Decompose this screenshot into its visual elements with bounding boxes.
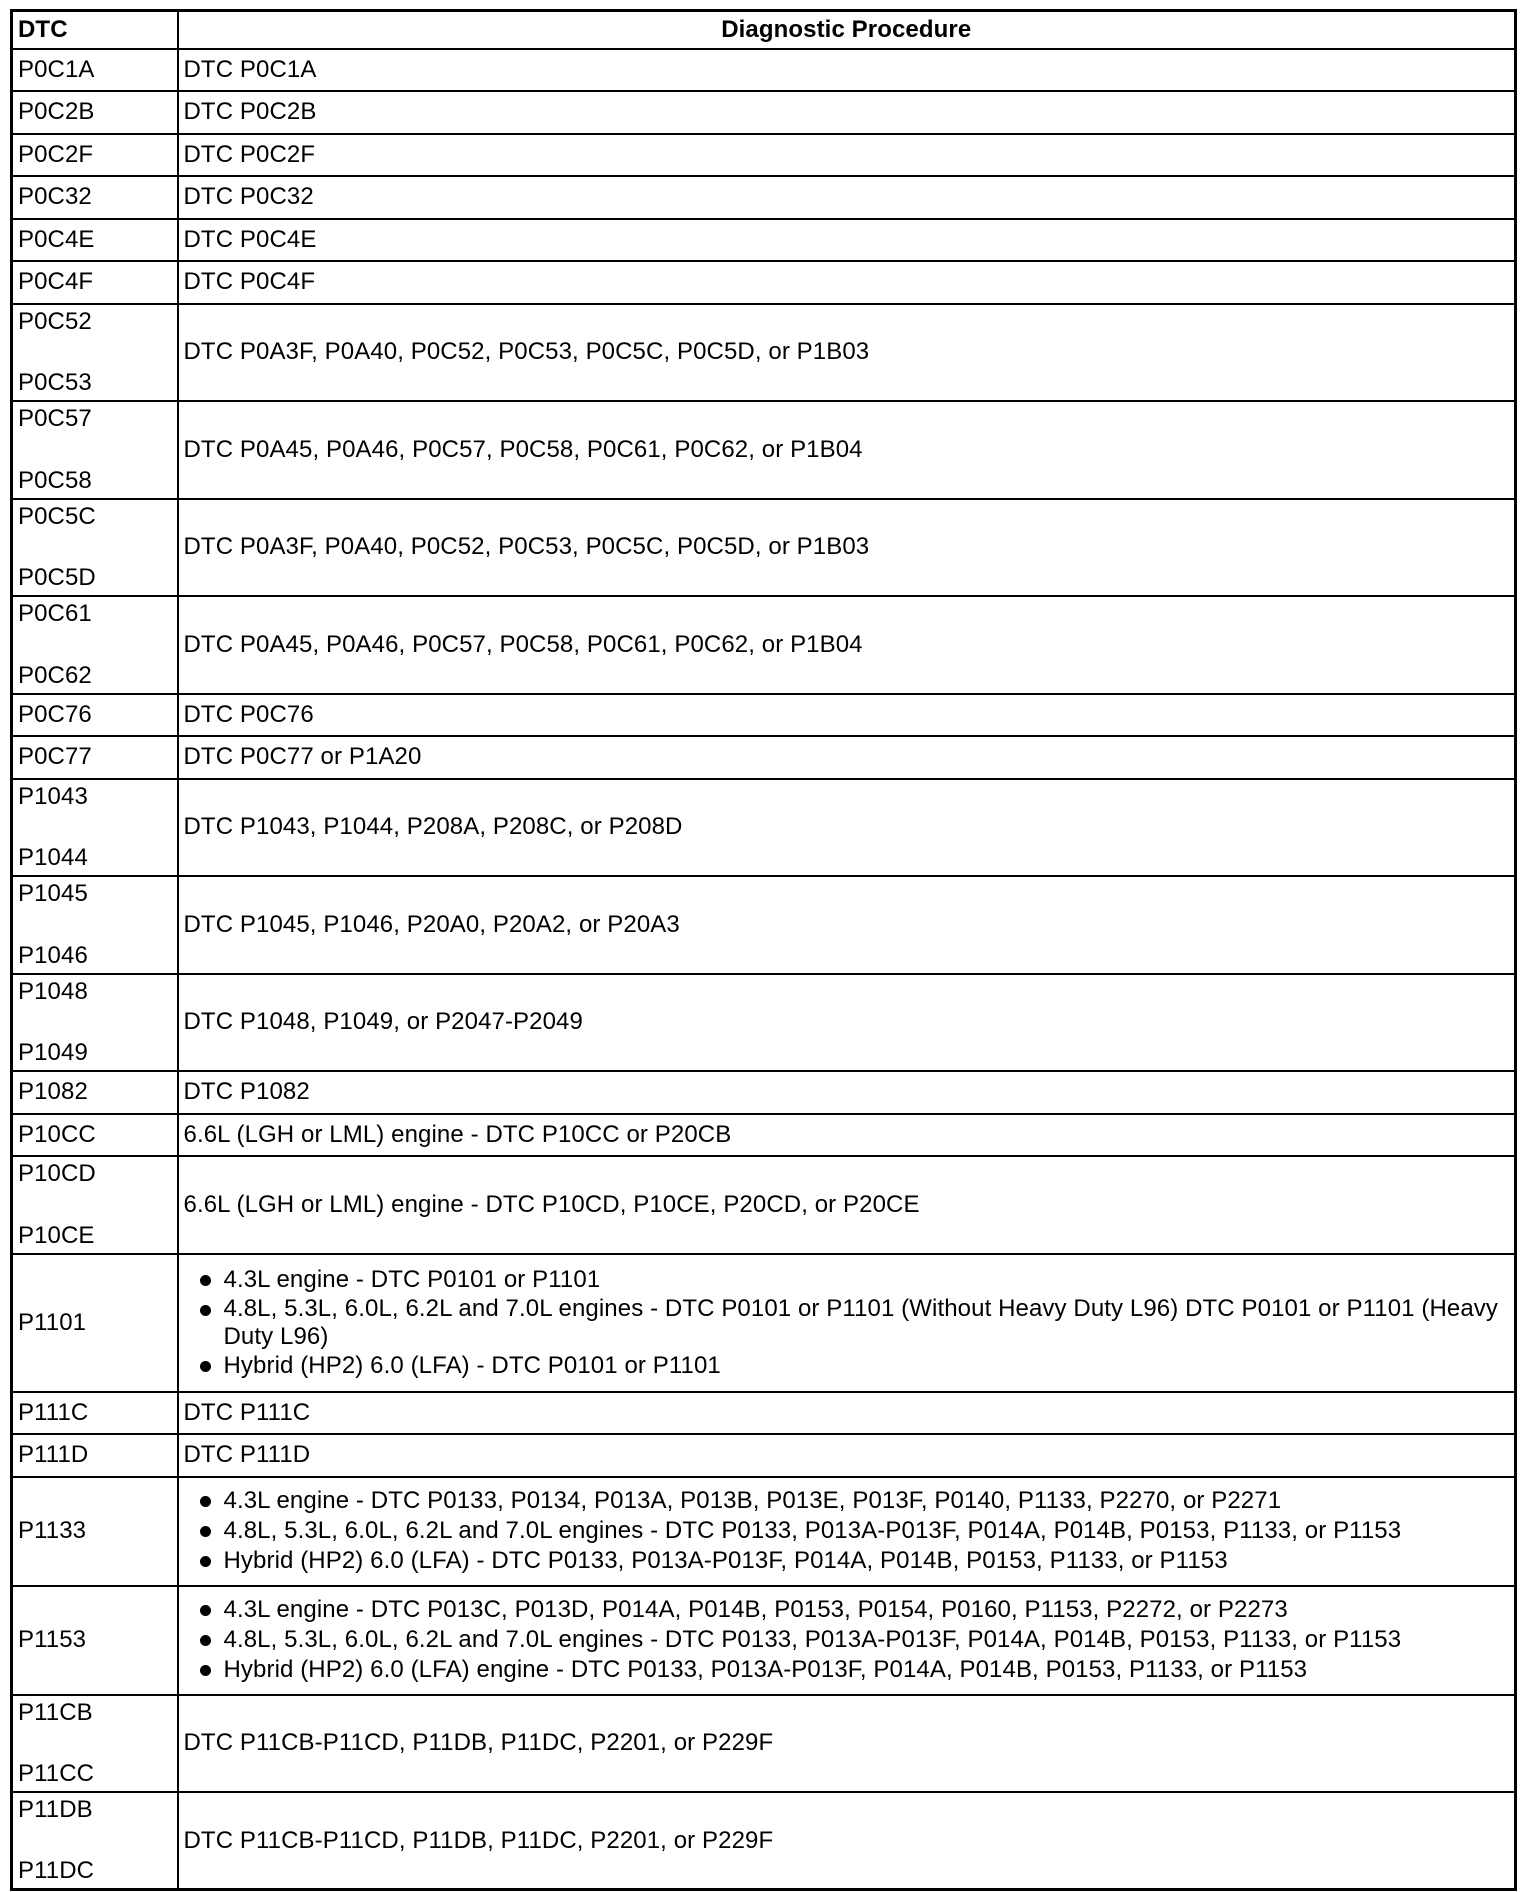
table-row: [12, 401, 1516, 499]
table-row: [12, 49, 1516, 92]
diagnostic-procedure-cell: [178, 1114, 1516, 1157]
dtc-code-cell: [12, 91, 178, 134]
procedure-bullet-item: [184, 1625, 1510, 1655]
table-row: [12, 1156, 1516, 1254]
bullet-icon: [200, 1605, 211, 1616]
dtc-code: P111D: [18, 1441, 89, 1469]
dtc-code-list: [18, 781, 172, 875]
diagnostic-procedure-cell: [178, 261, 1516, 304]
procedure-bullet-text: 4.3L engine - DTC P0101 or P1101: [223, 1265, 601, 1293]
table-row: [12, 499, 1516, 597]
dtc-code-cell: [12, 1695, 178, 1793]
table-row: [12, 134, 1516, 177]
dtc-code-cell: [12, 1477, 178, 1586]
table-row: [12, 91, 1516, 134]
dtc-code: P0C1A: [18, 55, 95, 83]
dtc-code: P0C5C: [18, 502, 96, 530]
procedure-text: DTC P0A3F, P0A40, P0C52, P0C53, P0C5C, P0C5D, or P1B03: [183, 338, 870, 366]
procedure-bullet-list: [184, 1591, 1510, 1689]
procedure-text: DTC P1043, P1044, P208A, P208C, or P208D: [183, 813, 683, 841]
bullet-icon: [200, 1665, 211, 1676]
dtc-code-cell: [12, 1434, 178, 1477]
procedure-text: DTC P0C76: [183, 700, 314, 728]
procedure-bullet-text: 4.3L engine - DTC P013C, P013D, P014A, P014B, P0153, P0154, P0160, P1153, P2272, or P2273: [223, 1596, 1288, 1623]
dtc-code: P111C: [18, 1398, 89, 1426]
procedure-text: 6.6L (LGH or LML) engine - DTC P10CD, P10CE, P20CD, or P20CE: [183, 1190, 920, 1218]
procedure-bullet-item: [184, 1486, 1510, 1516]
dtc-code-cell: [12, 736, 178, 779]
diagnostic-procedure-cell: [178, 134, 1516, 177]
dtc-code: P0C61: [18, 600, 92, 627]
procedure-text: 6.6L (LGH or LML) engine - DTC P10CC or P20CB: [183, 1120, 732, 1148]
bullet-icon: [200, 1275, 211, 1286]
dtc-code: P1046: [18, 941, 88, 969]
dtc-code-cell: [12, 261, 178, 304]
dtc-code-list: [18, 1697, 172, 1791]
dtc-code-cell: [12, 1114, 178, 1157]
diagnostic-procedure-cell: [178, 736, 1516, 779]
table-header-row: [12, 11, 1516, 49]
dtc-code: P0C4E: [18, 225, 95, 253]
dtc-code-list: [18, 1794, 172, 1888]
dtc-code: P1082: [18, 1078, 88, 1106]
dtc-code-cell: [12, 1071, 178, 1114]
diagnostic-procedure-cell: [178, 219, 1516, 262]
dtc-code-list: [18, 501, 172, 595]
diagnostic-procedure-cell: [178, 1695, 1516, 1793]
dtc-code-list: [18, 976, 172, 1070]
diagnostic-procedure-cell: [178, 401, 1516, 499]
procedure-text: DTC P0C2B: [183, 98, 317, 126]
table-row: [12, 176, 1516, 219]
dtc-code: P0C76: [18, 700, 92, 728]
procedure-bullet-item: [184, 1516, 1510, 1546]
diagnostic-procedure-cell: [178, 1434, 1516, 1477]
procedure-text: DTC P1045, P1046, P20A0, P20A2, or P20A3: [183, 910, 680, 938]
dtc-code-cell: [12, 1586, 178, 1695]
diagnostic-procedure-cell: [178, 694, 1516, 737]
dtc-code-cell: [12, 1392, 178, 1435]
dtc-code-cell: [12, 779, 178, 877]
dtc-code-cell: [12, 49, 178, 92]
table-row: [12, 1434, 1516, 1477]
diagnostic-procedure-cell: [178, 1586, 1516, 1695]
dtc-code-cell: [12, 304, 178, 402]
procedure-bullet-list: [184, 1482, 1510, 1580]
dtc-code: P11CC: [18, 1760, 95, 1787]
dtc-code-cell: [12, 219, 178, 262]
diagnostic-procedure-cell: [178, 1392, 1516, 1435]
dtc-code: P10CD: [18, 1160, 96, 1187]
dtc-code: P1045: [18, 880, 88, 907]
procedure-bullet-text: Hybrid (HP2) 6.0 (LFA) - DTC P0133, P013A-P013F, P014A, P014B, P0153, P1133, or P1153: [223, 1547, 1228, 1574]
dtc-code-list: [18, 403, 172, 497]
table-row: [12, 1586, 1516, 1695]
procedure-bullet-item: [184, 1546, 1510, 1576]
table-row: [12, 779, 1516, 877]
procedure-bullet-item: [184, 1351, 1510, 1381]
diagnostic-procedure-cell: [178, 1156, 1516, 1254]
table-row: [12, 1695, 1516, 1793]
dtc-code-cell: [12, 596, 178, 694]
dtc-code-cell: [12, 694, 178, 737]
diagnostic-procedure-cell: [178, 49, 1516, 92]
table-row: [12, 1392, 1516, 1435]
diagnostic-procedure-cell: [178, 91, 1516, 134]
table-row: [12, 596, 1516, 694]
bullet-icon: [200, 1361, 211, 1372]
procedure-bullet-item: [184, 1265, 1510, 1295]
dtc-code: P0C2B: [18, 98, 95, 126]
diagnostic-procedure-cell: [178, 779, 1516, 877]
table-row: [12, 1477, 1516, 1586]
procedure-text: DTC P111D: [183, 1441, 311, 1469]
procedure-text: DTC P0A45, P0A46, P0C57, P0C58, P0C61, P0C62, or P1B04: [183, 630, 863, 658]
bullet-icon: [200, 1526, 211, 1537]
dtc-code-cell: [12, 134, 178, 177]
procedure-bullet-text: Hybrid (HP2) 6.0 (LFA) engine - DTC P0133, P013A-P013F, P014A, P014B, P0153, P1133, or P1153: [223, 1656, 1308, 1683]
dtc-code-cell: [12, 401, 178, 499]
diagnostic-procedure-cell: [178, 1477, 1516, 1586]
dtc-code: P11DC: [18, 1857, 95, 1885]
dtc-code-cell: [12, 876, 178, 974]
dtc-table: [10, 9, 1517, 1891]
procedure-bullet-text: 4.8L, 5.3L, 6.0L, 6.2L and 7.0L engines - DTC P0101 or P1101 (Without Heavy Duty L96) DTC P0101 or P1101 (Heavy Duty L96): [223, 1294, 1498, 1350]
procedure-text: DTC P0A45, P0A46, P0C57, P0C58, P0C61, P0C62, or P1B04: [183, 435, 863, 463]
dtc-code: P10CC: [18, 1120, 96, 1148]
diagnostic-procedure-cell: [178, 304, 1516, 402]
table-row: [12, 304, 1516, 402]
table-row: [12, 736, 1516, 779]
dtc-code-cell: [12, 499, 178, 597]
dtc-code: P0C53: [18, 369, 92, 396]
table-row: [12, 1071, 1516, 1114]
table-row: [12, 219, 1516, 262]
table-row: [12, 694, 1516, 737]
dtc-code: P0C58: [18, 466, 92, 494]
procedure-text: DTC P1048, P1049, or P2047-P2049: [183, 1008, 583, 1036]
procedure-bullet-text: 4.3L engine - DTC P0133, P0134, P013A, P013B, P013E, P013F, P0140, P1133, P2270, or P2271: [223, 1487, 1282, 1514]
table-row: [12, 876, 1516, 974]
procedure-text: DTC P1082: [183, 1078, 310, 1106]
dtc-code: P0C4F: [18, 268, 94, 296]
dtc-code: P1049: [18, 1039, 88, 1066]
procedure-text: DTC P11CB-P11CD, P11DB, P11DC, P2201, or P229F: [183, 1826, 774, 1854]
diagnostic-procedure-cell: [178, 876, 1516, 974]
dtc-code: P0C77: [18, 743, 92, 771]
diagnostic-procedure-cell: [178, 1254, 1516, 1392]
dtc-code-list: [18, 878, 172, 972]
dtc-code: P1048: [18, 977, 88, 1005]
dtc-code-cell: [12, 1156, 178, 1254]
table-row: [12, 1114, 1516, 1157]
dtc-code: P0C32: [18, 183, 92, 211]
dtc-code: P1101: [18, 1308, 87, 1336]
procedure-text: DTC P0C4E: [183, 225, 317, 253]
dtc-code-cell: [12, 176, 178, 219]
procedure-bullet-item: [184, 1295, 1510, 1351]
diagnostic-procedure-cell: [178, 1792, 1516, 1890]
table-row: [12, 261, 1516, 304]
diagnostic-procedure-cell: [178, 176, 1516, 219]
dtc-code: P11DB: [18, 1795, 93, 1823]
table-row: [12, 1254, 1516, 1392]
procedure-bullet-text: 4.8L, 5.3L, 6.0L, 6.2L and 7.0L engines - DTC P0133, P013A-P013F, P014A, P014B, P0153, P1133, or P1153: [223, 1626, 1402, 1653]
dtc-code-list: [18, 1158, 172, 1252]
dtc-code: P11CB: [18, 1698, 93, 1726]
dtc-code: P0C62: [18, 661, 92, 689]
table-row: [12, 974, 1516, 1072]
dtc-code: P0C52: [18, 307, 92, 335]
dtc-code: P1044: [18, 844, 88, 871]
dtc-code: P1133: [18, 1517, 87, 1544]
diagnostic-procedure-cell: [178, 974, 1516, 1072]
bullet-icon: [200, 1635, 211, 1646]
procedure-text: DTC P0C77 or P1A20: [183, 743, 422, 771]
header-diagnostic-procedure: Diagnostic Procedure: [178, 11, 1516, 49]
procedure-text: DTC P0A3F, P0A40, P0C52, P0C53, P0C5C, P0C5D, or P1B03: [183, 533, 870, 561]
dtc-code-list: [18, 306, 172, 400]
procedure-bullet-text: 4.8L, 5.3L, 6.0L, 6.2L and 7.0L engines - DTC P0133, P013A-P013F, P014A, P014B, P0153, P1133, or P1153: [223, 1517, 1402, 1544]
dtc-code-list: [18, 598, 172, 692]
dtc-code: P0C5D: [18, 564, 96, 591]
diagnostic-procedure-cell: [178, 499, 1516, 597]
procedure-text: DTC P111C: [183, 1398, 311, 1426]
procedure-text: DTC P0C1A: [183, 55, 317, 83]
dtc-code-cell: [12, 1792, 178, 1890]
procedure-text: DTC P0C4F: [183, 268, 316, 296]
header-dtc: DTC: [12, 11, 178, 49]
dtc-code: P10CE: [18, 1221, 95, 1249]
bullet-icon: [200, 1556, 211, 1567]
dtc-code: P1043: [18, 782, 88, 810]
procedure-text: DTC P11CB-P11CD, P11DB, P11DC, P2201, or P229F: [183, 1729, 774, 1757]
bullet-icon: [200, 1496, 211, 1507]
dtc-code-cell: [12, 1254, 178, 1392]
procedure-bullet-text: Hybrid (HP2) 6.0 (LFA) - DTC P0101 or P1101: [223, 1351, 721, 1379]
dtc-code-cell: [12, 974, 178, 1072]
procedure-bullet-list: [184, 1261, 1510, 1385]
table-body: [12, 49, 1516, 1890]
dtc-code: P0C57: [18, 405, 92, 432]
procedure-bullet-item: [184, 1655, 1510, 1685]
procedure-text: DTC P0C2F: [183, 140, 316, 168]
procedure-text: DTC P0C32: [183, 183, 314, 211]
dtc-code: P0C2F: [18, 140, 94, 168]
procedure-bullet-item: [184, 1595, 1510, 1625]
diagnostic-procedure-cell: [178, 596, 1516, 694]
table-row: [12, 1792, 1516, 1890]
bullet-icon: [200, 1305, 211, 1316]
dtc-code: P1153: [18, 1626, 87, 1653]
diagnostic-procedure-cell: [178, 1071, 1516, 1114]
